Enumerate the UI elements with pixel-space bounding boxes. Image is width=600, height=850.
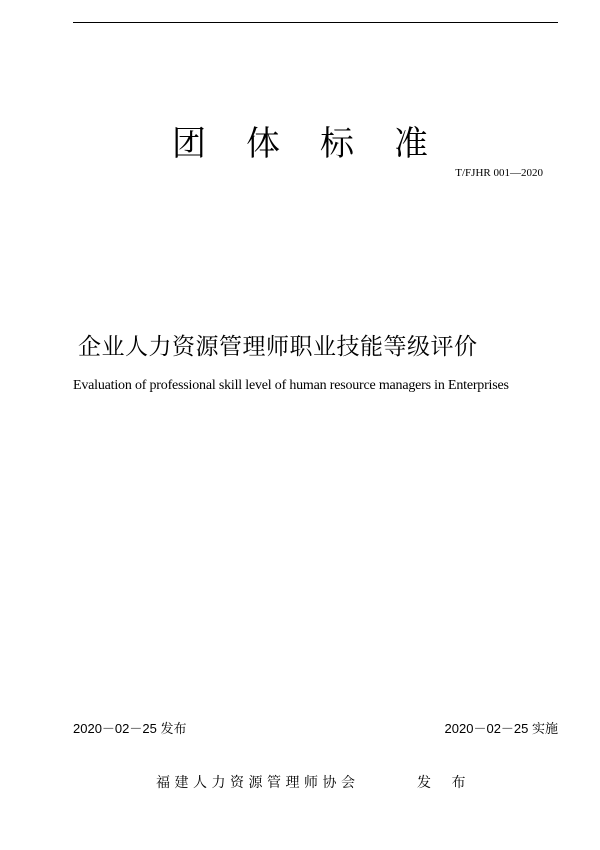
issuer-name: 福建人力资源管理师协会	[156, 775, 360, 791]
issuer-suffix: 发 布	[417, 775, 474, 791]
implement-date: 2020－02－25 实施	[444, 721, 558, 736]
standard-category-heading	[0, 116, 600, 165]
document-title-en: Evaluation of professional skill level of human resource managers in Enterprises	[73, 378, 509, 393]
standard-code: T/FJHR 001—2020	[455, 167, 543, 179]
heading-char: 体	[246, 124, 280, 164]
document-title-zh: 企业人力资源管理师职业技能等级评价	[78, 334, 478, 360]
publish-date: 2020－02－25 发布	[73, 721, 187, 736]
heading-char: 团	[172, 124, 206, 164]
top-rule	[73, 22, 558, 23]
heading-char: 标	[320, 124, 354, 164]
heading-char: 准	[394, 124, 428, 164]
